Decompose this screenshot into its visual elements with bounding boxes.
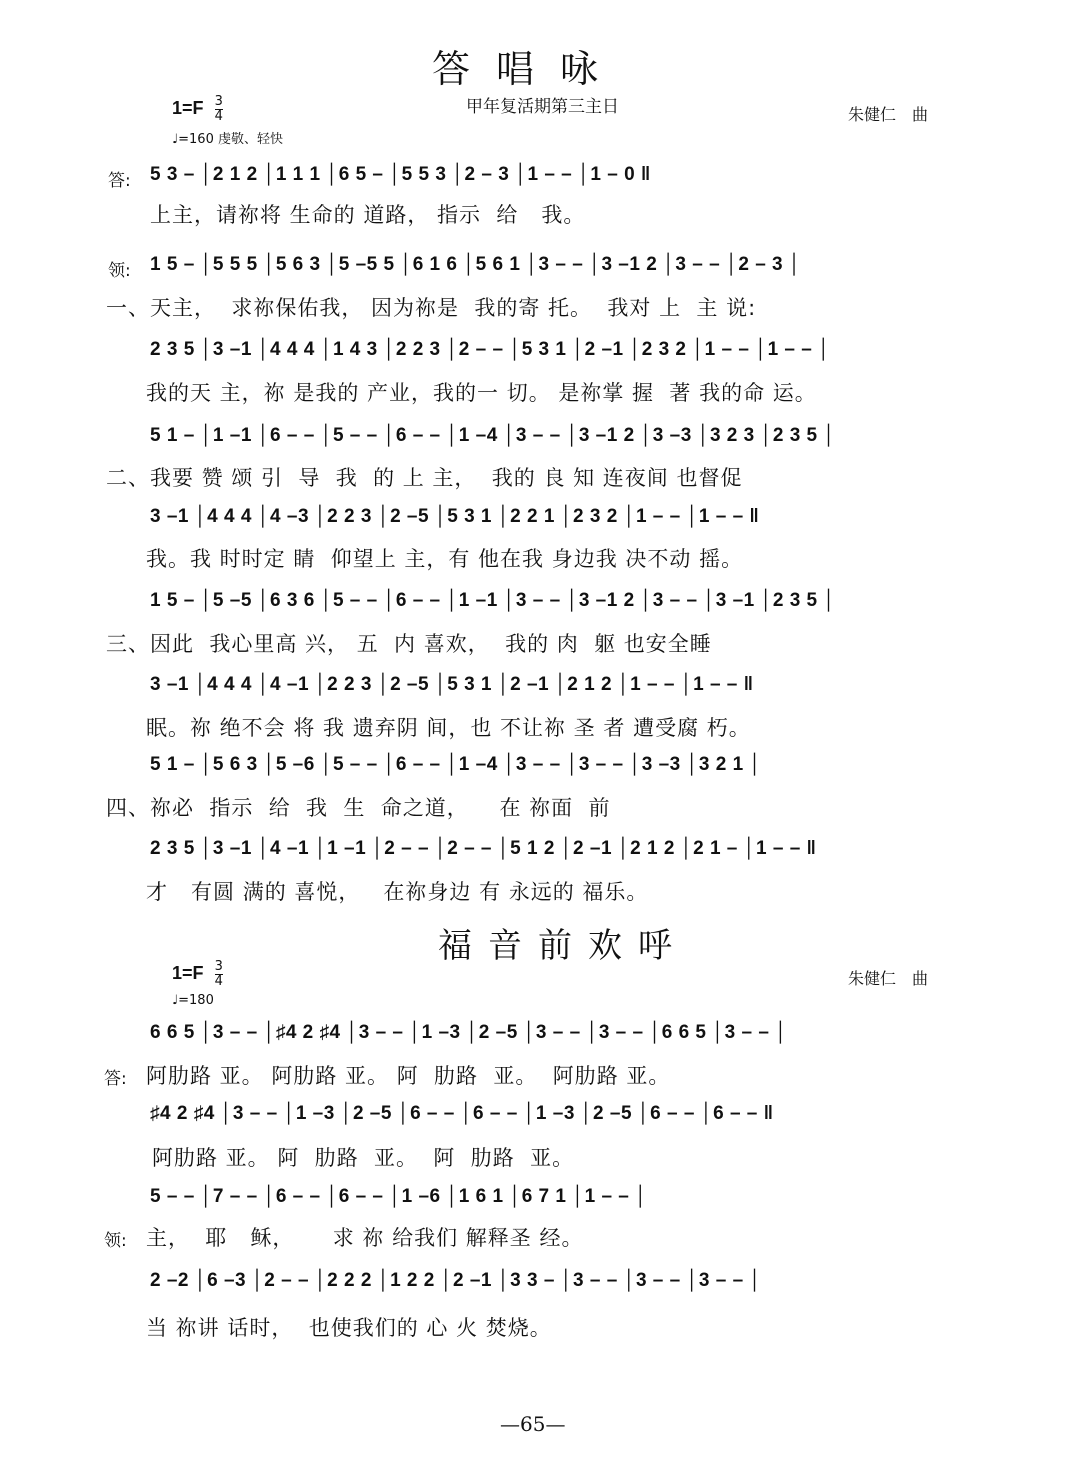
lyric-line: 主， 耶 稣， 求 祢 给我们 解释圣 经。	[146, 1226, 584, 1250]
lyric-line: 我的天 主，祢 是我的 产业，我的一 切。 是祢掌 握 著 我的命 运。	[146, 381, 817, 405]
song1-key-signature	[172, 95, 223, 124]
notation-line: 2 3 5 │3 –1 │4 4 4 │1 4 3 │2 2 3 │2 – – │5 3 1 │2 –1 │2 3 2 │1 – – │1 – – │	[150, 339, 831, 360]
lyric-line: 阿肋路 亚。 阿 肋路 亚。 阿 肋路 亚。	[152, 1146, 575, 1170]
song2-composer: 朱健仁 曲	[848, 969, 929, 988]
song2-time-den: 4	[214, 974, 223, 989]
notation-line: 6 6 5 │3 – – │♯4 2 ♯4 │3 – – │1 –3 │2 –5 │3 – – │3 – – │6 6 5 │3 – – │	[150, 1022, 788, 1043]
lyric-line: 二、我要 赞 颂 引 导 我 的 上 主， 我的 良 知 连夜间 也督促	[106, 466, 743, 490]
lyric-line: 我。我 时时定 睛 仰望上 主，有 他在我 身边我 决不动 摇。	[146, 547, 744, 571]
song1-subtitle: 甲年复活期第三主日	[466, 97, 619, 117]
notation-line: 1 5 – │5 –5 │6 3 6 │5 – – │6 – – │1 –1 │3 – – │3 –1 2 │3 – – │3 –1 │2 3 5 │	[150, 590, 836, 611]
song2-time-signature	[215, 960, 223, 989]
notation-line: 5 3 – │2 1 2 │1 1 1 │6 5 – │5 5 3 │2 – 3 │1 – – │1 – 0 ‖	[150, 164, 651, 185]
lyric-line: 当 祢讲 话时， 也使我们的 心 火 焚烧。	[146, 1316, 552, 1340]
song1-title: 答唱咏	[432, 47, 625, 91]
role-label: 领:	[104, 1231, 127, 1251]
lyric-line: 一、天主， 求祢保佑我， 因为祢是 我的寄 托。 我对 上 主 说:	[106, 296, 757, 320]
lyric-line: 上主，请祢将 生命的 道路， 指示 给 我。	[150, 203, 586, 227]
notation-line: 5 1 – │1 –1 │6 – – │5 – – │6 – – │1 –4 │3 – – │3 –1 2 │3 –3 │3 2 3 │2 3 5 │	[150, 425, 836, 446]
notation-line: ♯4 2 ♯4 │3 – – │1 –3 │2 –5 │6 – – │6 – – │1 –3 │2 –5 │6 – – │6 – – ‖	[150, 1103, 774, 1124]
song2-title: 福音前欢呼	[438, 926, 688, 966]
role-label: 答:	[104, 1069, 127, 1089]
notation-line: 2 3 5 │3 –1 │4 –1 │1 –1 │2 – – │2 – – │5 1 2 │2 –1 │2 1 2 │2 1 – │1 – – ‖	[150, 838, 817, 859]
notation-line: 5 – – │7 – – │6 – – │6 – – │1 –6 │1 6 1 │6 7 1 │1 – – │	[150, 1186, 648, 1207]
lyric-line: 三、因此 我心里高 兴， 五 内 喜欢， 我的 肉 躯 也安全睡	[106, 632, 712, 656]
notation-line: 3 –1 │4 4 4 │4 –3 │2 2 3 │2 –5 │5 3 1 │2 2 1 │2 3 2 │1 – – │1 – – ‖	[150, 506, 760, 527]
page-number: —65—	[500, 1412, 566, 1436]
notation-line: 2 –2 │6 –3 │2 – – │2 2 2 │1 2 2 │2 –1 │3 3 – │3 – – │3 – – │3 – – │	[150, 1270, 762, 1291]
song1-time-signature	[215, 95, 223, 124]
song1-key: 1=F	[172, 98, 204, 118]
notation-line: 1 5 – │5 5 5 │5 6 3 │5 –5 5 │6 1 6 │5 6 1 │3 – – │3 –1 2 │3 – – │2 – 3 │	[150, 254, 802, 275]
lyric-line: 眠。祢 绝不会 将 我 遗弃阴 间，也 不让祢 圣 者 遭受腐 朽。	[146, 716, 751, 740]
song1-time-den: 4	[214, 109, 223, 124]
song1-time-num: 3	[214, 94, 223, 109]
song2-tempo: ♩=180	[172, 993, 214, 1008]
song2-key: 1=F	[172, 963, 204, 983]
notation-line: 3 –1 │4 4 4 │4 –1 │2 2 3 │2 –5 │5 3 1 │2 –1 │2 1 2 │1 – – │1 – – ‖	[150, 674, 754, 695]
notation-line: 5 1 – │5 6 3 │5 –6 │5 – – │6 – – │1 –4 │3 – – │3 – – │3 –3 │3 2 1 │	[150, 754, 762, 775]
lyric-line: 阿肋路 亚。 阿肋路 亚。 阿 肋路 亚。 阿肋路 亚。	[146, 1064, 671, 1088]
lyric-line: 才 有圆 满的 喜悦， 在祢身边 有 永远的 福乐。	[146, 880, 649, 904]
song2-time-num: 3	[214, 959, 223, 974]
role-label: 答:	[108, 171, 131, 191]
song2-key-signature	[172, 960, 223, 989]
role-label: 领:	[108, 261, 131, 281]
song1-composer: 朱健仁 曲	[848, 105, 929, 124]
song1-tempo: ♩=160 虔敬、轻快	[172, 132, 283, 147]
lyric-line: 四、祢必 指示 给 我 生 命之道， 在 祢面 前	[106, 796, 611, 820]
